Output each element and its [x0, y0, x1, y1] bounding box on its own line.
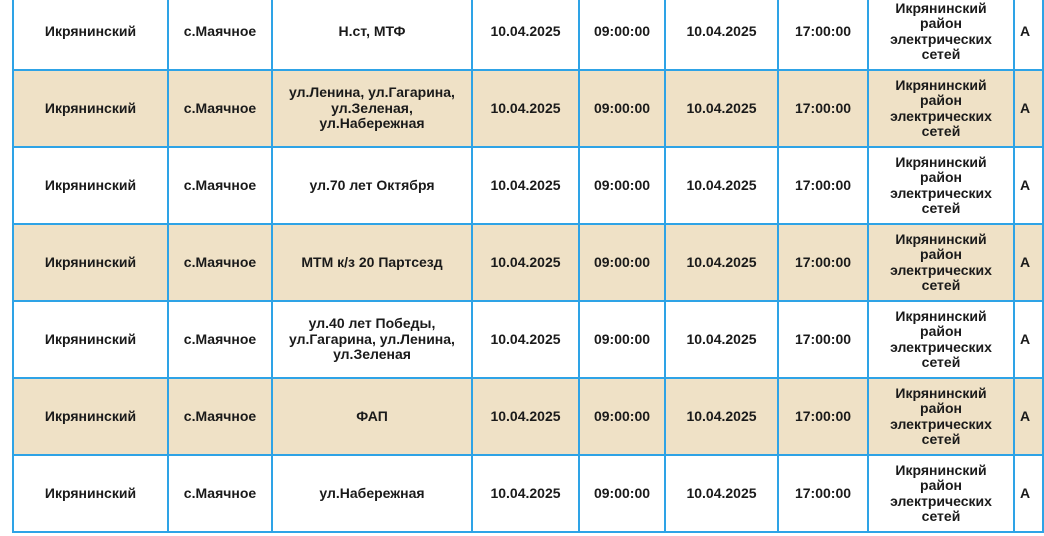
end-time-cell: 17:00:00 [778, 147, 868, 224]
start-time-cell: 09:00:00 [579, 147, 665, 224]
start-date-cell: 10.04.2025 [472, 0, 579, 70]
extra-cell: А [1014, 0, 1043, 70]
address-cell: ул.Ленина, ул.Гагарина, ул.Зеленая, ул.Набережная [272, 70, 472, 147]
address-cell: Н.ст, МТФ [272, 0, 472, 70]
extra-cell: А [1014, 224, 1043, 301]
district-cell: Икрянинский [13, 455, 168, 532]
end-time-cell: 17:00:00 [778, 224, 868, 301]
end-date-cell: 10.04.2025 [665, 224, 778, 301]
start-date-cell: 10.04.2025 [472, 70, 579, 147]
organization-cell: Икрянинский район электрических сетей [868, 147, 1014, 224]
district-cell: Икрянинский [13, 147, 168, 224]
end-time-cell: 17:00:00 [778, 455, 868, 532]
address-cell: ул.70 лет Октября [272, 147, 472, 224]
start-time-cell: 09:00:00 [579, 378, 665, 455]
end-date-cell: 10.04.2025 [665, 0, 778, 70]
district-cell: Икрянинский [13, 301, 168, 378]
organization-cell: Икрянинский район электрических сетей [868, 0, 1014, 70]
table-row [13, 455, 1043, 532]
table-row [13, 378, 1043, 455]
organization-cell: Икрянинский район электрических сетей [868, 455, 1014, 532]
district-cell: Икрянинский [13, 378, 168, 455]
address-cell: МТМ к/з 20 Партсезд [272, 224, 472, 301]
extra-cell: А [1014, 147, 1043, 224]
table-row [13, 70, 1043, 147]
address-cell: ул.Набережная [272, 455, 472, 532]
village-cell: с.Маячное [168, 0, 272, 70]
start-date-cell: 10.04.2025 [472, 147, 579, 224]
extra-cell: А [1014, 70, 1043, 147]
start-date-cell: 10.04.2025 [472, 301, 579, 378]
village-cell: с.Маячное [168, 455, 272, 532]
end-date-cell: 10.04.2025 [665, 455, 778, 532]
address-cell: ул.40 лет Победы, ул.Гагарина, ул.Ленина, ул.Зеленая [272, 301, 472, 378]
end-date-cell: 10.04.2025 [665, 147, 778, 224]
extra-cell: А [1014, 301, 1043, 378]
start-date-cell: 10.04.2025 [472, 224, 579, 301]
start-date-cell: 10.04.2025 [472, 378, 579, 455]
organization-cell: Икрянинский район электрических сетей [868, 378, 1014, 455]
outage-schedule-table [12, 0, 1044, 533]
start-date-cell: 10.04.2025 [472, 455, 579, 532]
start-time-cell: 09:00:00 [579, 301, 665, 378]
village-cell: с.Маячное [168, 70, 272, 147]
organization-cell: Икрянинский район электрических сетей [868, 70, 1014, 147]
table-body [13, 0, 1043, 532]
start-time-cell: 09:00:00 [579, 455, 665, 532]
end-time-cell: 17:00:00 [778, 378, 868, 455]
start-time-cell: 09:00:00 [579, 0, 665, 70]
start-time-cell: 09:00:00 [579, 224, 665, 301]
extra-cell: А [1014, 378, 1043, 455]
organization-cell: Икрянинский район электрических сетей [868, 224, 1014, 301]
end-time-cell: 17:00:00 [778, 0, 868, 70]
end-date-cell: 10.04.2025 [665, 301, 778, 378]
table-row [13, 224, 1043, 301]
end-time-cell: 17:00:00 [778, 301, 868, 378]
village-cell: с.Маячное [168, 147, 272, 224]
village-cell: с.Маячное [168, 224, 272, 301]
end-date-cell: 10.04.2025 [665, 70, 778, 147]
end-time-cell: 17:00:00 [778, 70, 868, 147]
organization-cell: Икрянинский район электрических сетей [868, 301, 1014, 378]
village-cell: с.Маячное [168, 378, 272, 455]
village-cell: с.Маячное [168, 301, 272, 378]
address-cell: ФАП [272, 378, 472, 455]
district-cell: Икрянинский [13, 70, 168, 147]
table-row [13, 301, 1043, 378]
district-cell: Икрянинский [13, 224, 168, 301]
table-row [13, 0, 1043, 70]
end-date-cell: 10.04.2025 [665, 378, 778, 455]
table-row [13, 147, 1043, 224]
extra-cell: А [1014, 455, 1043, 532]
district-cell: Икрянинский [13, 0, 168, 70]
start-time-cell: 09:00:00 [579, 70, 665, 147]
